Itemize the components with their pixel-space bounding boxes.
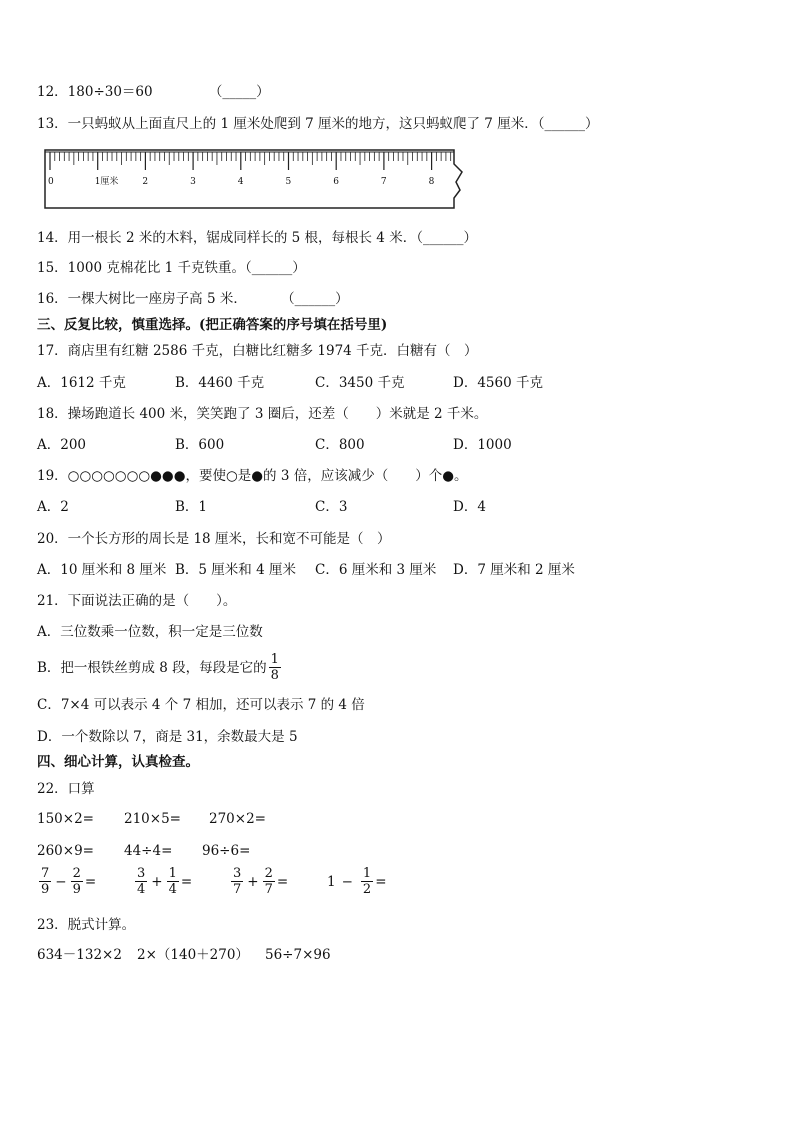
option-a[interactable]: A．200 (37, 437, 87, 453)
calc-item: 44÷4= (124, 843, 173, 859)
question-19-text: 19．○○○○○○○●●●，要使○是●的 3 倍，应该减少（ ）个●。 (37, 468, 468, 484)
ruler-label: 0 (48, 177, 54, 187)
question-17-text: 17．商店里有红糖 2586 千克，白糖比红糖多 1974 千克．白糖有（ ） (37, 343, 478, 359)
option-a[interactable]: A．10 厘米和 8 厘米 (37, 562, 167, 578)
question-13-text: 13．一只蚂蚁从上面直尺上的 1 厘米处爬到 7 厘米的地方，这只蚂蚁爬了 7 厘米．（______） (37, 116, 599, 132)
option-c[interactable]: C．6 厘米和 3 厘米 (315, 562, 437, 578)
option-d[interactable]: D．1000 (453, 437, 512, 453)
calc-item: 150×2= (37, 811, 94, 827)
option-c[interactable]: C．7×4 可以表示 4 个 7 相加，还可以表示 7 的 4 倍 (37, 697, 365, 713)
fraction-expression: $\frac{7}{9}$ − $\frac{2}{9}$ = (41, 866, 97, 897)
ruler-label: 8 (428, 177, 435, 187)
ruler-label: 2 (142, 177, 149, 187)
option-b[interactable]: B．1 (175, 499, 208, 515)
option-a[interactable]: A．1612 千克 (37, 375, 126, 391)
ruler-label: 4 (237, 177, 244, 187)
option-a[interactable]: A．2 (37, 499, 69, 515)
question-18-text: 18．操场跑道长 400 米，笑笑跑了 3 圈后，还差（ ）米就是 2 千米。 (37, 406, 488, 422)
expression: 2×（140＋270） (137, 947, 249, 963)
question-14-text: 14．用一根长 2 米的木料，锯成同样长的 5 根，每根长 4 米．（______） (37, 230, 477, 246)
ruler-label: 6 (333, 177, 339, 187)
section-4-heading: 四、细心计算，认真检查。 (37, 754, 199, 770)
option-c[interactable]: C．800 (315, 437, 365, 453)
question-22-text: 22．口算 (37, 781, 95, 797)
option-c[interactable]: C．3 (315, 499, 348, 515)
question-16 (37, 290, 349, 308)
option-d[interactable]: D．4 (453, 499, 486, 515)
option-a[interactable]: A．三位数乘一位数，积一定是三位数 (37, 624, 263, 640)
question-23-text: 23．脱式计算。 (37, 917, 136, 933)
option-b[interactable] (37, 652, 283, 683)
calc-item: 260×9= (37, 843, 94, 859)
answer-blank[interactable]: （______） (281, 291, 349, 307)
question-21-text: 21．下面说法正确的是（ ）。 (37, 593, 237, 609)
question-12-text: 12．180÷30＝60 (37, 84, 153, 100)
ruler-label: 3 (190, 177, 196, 187)
calc-item: 96÷6= (202, 843, 251, 859)
option-b-text: B．把一根铁丝剪成 8 段，每段是它的 (37, 659, 267, 676)
answer-blank[interactable]: （_____） (208, 84, 270, 100)
option-d[interactable]: D．一个数除以 7，商是 31，余数最大是 5 (37, 729, 298, 745)
ruler-label: 5 (285, 177, 292, 187)
ruler-label: 1厘米 (94, 177, 119, 187)
calc-item: 270×2= (209, 811, 266, 827)
fraction: $\frac{1}{8}$ (270, 652, 279, 683)
option-c[interactable]: C．3450 千克 (315, 375, 405, 391)
option-d[interactable]: D．7 厘米和 2 厘米 (453, 562, 575, 578)
expression: 634－132×2 (37, 947, 122, 963)
question-16-text: 16．一棵大树比一座房子高 5 米． (37, 291, 247, 307)
option-b[interactable]: B．5 厘米和 4 厘米 (175, 562, 296, 578)
fraction-expression: 1 − $\frac{1}{2}$ = (327, 866, 387, 897)
option-b[interactable]: B．4460 千克 (175, 375, 265, 391)
expression: 56÷7×96 (265, 947, 331, 963)
calc-item: 210×5= (124, 811, 181, 827)
question-20-text: 20．一个长方形的周长是 18 厘米，长和宽不可能是（ ） (37, 531, 391, 547)
fraction-expression: $\frac{3}{7}$ + $\frac{2}{7}$ = (233, 866, 289, 897)
option-b[interactable]: B．600 (175, 437, 225, 453)
ruler-image (44, 146, 472, 212)
question-15-text: 15．1000 克棉花比 1 千克铁重。（______） (37, 260, 306, 276)
question-12 (37, 83, 270, 101)
ruler-label: 7 (380, 177, 387, 187)
option-d[interactable]: D．4560 千克 (453, 375, 543, 391)
section-3-heading: 三、反复比较，慎重选择。(把正确答案的序号填在括号里) (37, 317, 388, 333)
fraction-expression: $\frac{3}{4}$ + $\frac{1}{4}$ = (137, 866, 193, 897)
